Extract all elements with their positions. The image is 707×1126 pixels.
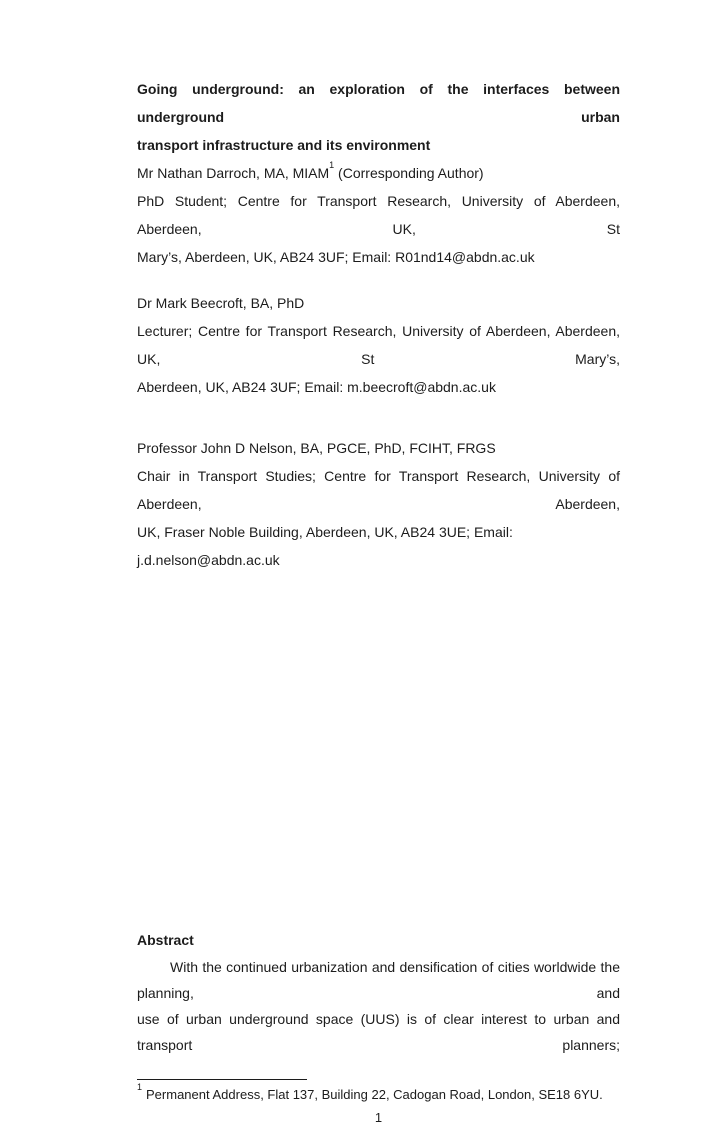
abstract-section [137,926,620,954]
author-2-affiliation-line-1: Lecturer; Centre for Transport Research, University of Aberdeen, Aberdeen, UK, St Mary’s, [137,323,620,367]
paper-title-line-1: Going underground: an exploration of the interfaces between underground urban [137,81,620,125]
footnote-text: Permanent Address, Flat 137, Building 22, Cadogan Road, London, SE18 6YU. [146,1087,603,1102]
footnote-marker: 1 [137,1081,143,1092]
author-1-affiliation-line-2: Mary’s, Aberdeen, UK, AB24 3UF; Email: R01nd14@abdn.ac.uk [137,249,535,265]
footnote-separator [137,1079,307,1080]
footnote [137,1081,620,1103]
author-1-footnote-marker: 1 [329,160,335,171]
author-1-name-suffix: (Corresponding Author) [334,165,484,181]
abstract-heading: Abstract [137,932,194,948]
author-1-name-text: Mr Nathan Darroch, MA, MIAM [137,165,330,181]
abstract-text-line-2: use of urban underground space (UUS) is of clear interest to urban and transport planners; [137,1011,620,1053]
author-1-name [137,159,620,187]
author-block-1 [137,159,620,271]
abstract-text-line-1: With the continued urbanization and densification of cities worldwide the planning, and [137,959,620,1001]
author-2-affiliation-line-2: Aberdeen, UK, AB24 3UF; Email: m.beecroft@abdn.ac.uk [137,379,496,395]
paper-title [137,75,620,159]
author-block-2 [137,289,620,401]
page-number: 1 [374,1110,383,1125]
paper-title-line-2: transport infrastructure and its environment [137,137,431,153]
author-3-name: Professor John D Nelson, BA, PGCE, PhD, FCIHT, FRGS [137,440,496,456]
author-2-name: Dr Mark Beecroft, BA, PhD [137,295,305,311]
author-3-affiliation-line-2: UK, Fraser Noble Building, Aberdeen, UK, AB24 3UE; Email: j.d.nelson@abdn.ac.uk [137,524,513,568]
author-1-affiliation-line-1: PhD Student; Centre for Transport Research, University of Aberdeen, Aberdeen, UK, St [137,193,620,237]
author-3-affiliation-line-1: Chair in Transport Studies; Centre for Transport Research, University of Aberdeen, Aberdeen, [137,468,620,512]
page-content [137,75,620,1126]
author-block-3 [137,434,620,574]
abstract-paragraph [137,954,620,1058]
